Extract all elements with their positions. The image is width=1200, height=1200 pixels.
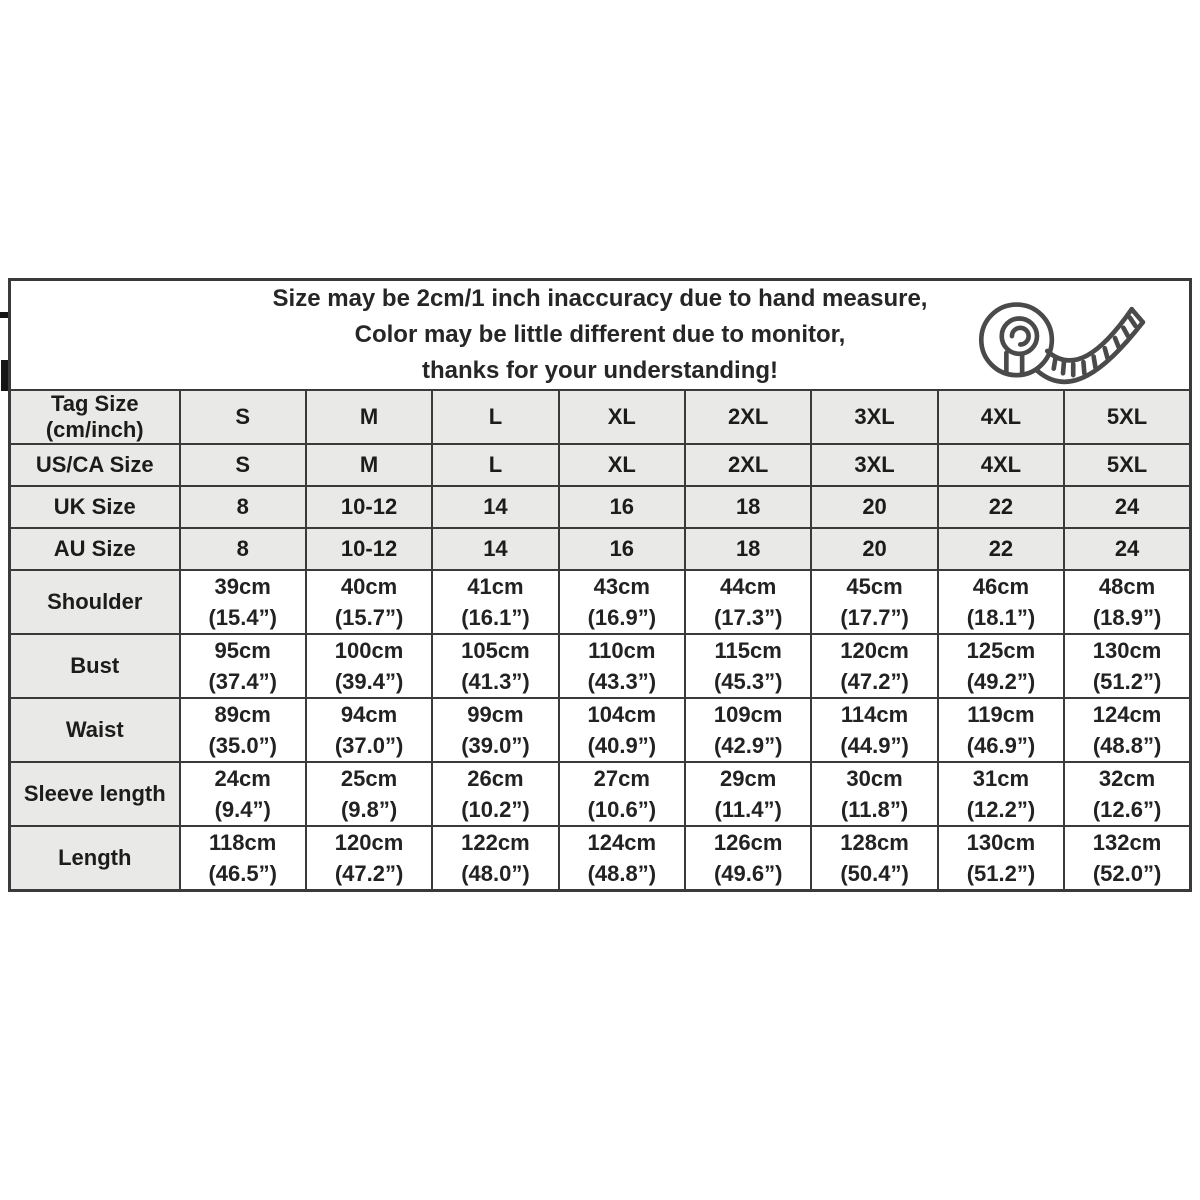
cell-value: 10-12 <box>340 536 398 561</box>
cell-value: 3XL <box>854 404 895 429</box>
cell-inch: (9.8”) <box>340 797 398 822</box>
cell-inch: (15.7”) <box>334 605 404 630</box>
cell-cm: 46cm <box>972 574 1030 599</box>
cell-cm: 120cm <box>334 830 404 855</box>
cell-inch: (49.2”) <box>966 669 1036 694</box>
cell-inch: (12.6”) <box>1092 797 1162 822</box>
cell-inch: (46.9”) <box>966 733 1036 758</box>
cell-cm: 124cm <box>587 830 657 855</box>
cell-cm: 26cm <box>467 766 524 791</box>
cell-value: 4XL <box>980 404 1022 429</box>
cell-cm: 125cm <box>966 638 1036 663</box>
cell-cm: 39cm <box>214 574 271 599</box>
cell-inch: (45.3”) <box>713 669 783 694</box>
cell-cm: 44cm <box>720 574 777 599</box>
cell-value: 4XL <box>980 452 1022 477</box>
cell-inch: (42.9”) <box>713 733 783 758</box>
cell-cm: 128cm <box>840 830 909 855</box>
cell-inch: (48.8”) <box>1092 733 1162 758</box>
cell-inch: (48.0”) <box>461 861 530 886</box>
cell-cm: 122cm <box>461 830 530 855</box>
cell-value: XL <box>607 404 636 429</box>
cell-cm: 118cm <box>209 830 277 855</box>
cell-value: 8 <box>236 536 249 561</box>
cell-cm: 105cm <box>461 638 530 663</box>
cell-cm: 31cm <box>972 766 1030 791</box>
cell-value: S <box>235 452 251 477</box>
cell-inch: (37.4”) <box>208 669 277 694</box>
cell-cm: 89cm <box>214 702 271 727</box>
cell-cm: 130cm <box>966 830 1036 855</box>
cell-inch: (10.6”) <box>587 797 657 822</box>
table-row-uk-size <box>10 486 1191 528</box>
cell-value: 22 <box>988 494 1014 519</box>
notice-line-3: thanks for your understanding! <box>421 357 778 384</box>
notice-banner <box>10 280 1191 391</box>
cell-value: 24 <box>1114 536 1140 561</box>
cell-cm: 48cm <box>1098 574 1156 599</box>
cell-value: 16 <box>609 536 635 561</box>
cell-value: M <box>359 452 379 477</box>
cell-cm: 120cm <box>840 638 909 663</box>
table-row-sleeve-length <box>10 762 1191 826</box>
cell-value: S <box>235 404 251 429</box>
cell-cm: 119cm <box>967 702 1035 727</box>
cell-cm: 115cm <box>714 638 782 663</box>
cell-inch: (16.9”) <box>587 605 657 630</box>
cell-cm: 40cm <box>340 574 398 599</box>
table-row-length <box>10 826 1191 891</box>
cell-cm: 110cm <box>588 638 656 663</box>
cell-cm: 95cm <box>214 638 271 663</box>
cell-cm: 27cm <box>593 766 650 791</box>
notice-line-2: Color may be little different due to monitor, <box>354 321 846 348</box>
cell-cm: 104cm <box>587 702 657 727</box>
cell-cm: 32cm <box>1098 766 1156 791</box>
row-label-text: Tag Size <box>50 391 139 416</box>
cell-inch: (49.6”) <box>713 861 783 886</box>
cell-inch: (51.2”) <box>1092 669 1162 694</box>
row-label-sleeve-length: Sleeve length <box>10 762 180 826</box>
row-label-uk-size: UK Size <box>10 486 180 528</box>
cell-value: 18 <box>735 494 761 519</box>
cell-value: 10-12 <box>340 494 398 519</box>
cell-cm: 132cm <box>1092 830 1162 855</box>
cell-inch: (44.9”) <box>840 733 909 758</box>
cell-cm: 99cm <box>467 702 524 727</box>
table-row-usca-size <box>10 444 1191 486</box>
cell-cm: 126cm <box>713 830 783 855</box>
cell-inch: (50.4”) <box>840 861 909 886</box>
cell-inch: (41.3”) <box>461 669 530 694</box>
cell-cm: 43cm <box>593 574 650 599</box>
cell-value: 20 <box>862 494 887 519</box>
cell-cm: 45cm <box>846 574 903 599</box>
table-row-waist <box>10 698 1191 762</box>
cell-cm: 109cm <box>713 702 783 727</box>
cell-inch: (18.9”) <box>1092 605 1162 630</box>
row-label-usca-size: US/CA Size <box>10 444 180 486</box>
cell-inch: (39.4”) <box>334 669 404 694</box>
row-label-bust: Bust <box>10 634 180 698</box>
cell-inch: (11.4”) <box>714 797 782 822</box>
cell-value: 5XL <box>1106 404 1148 429</box>
cell-cm: 41cm <box>467 574 524 599</box>
cell-inch: (17.7”) <box>840 605 909 630</box>
cell-value: 16 <box>609 494 635 519</box>
cell-inch: (16.1”) <box>461 605 530 630</box>
edge-artifact <box>0 312 8 318</box>
cell-value: 18 <box>735 536 761 561</box>
cell-cm: 25cm <box>340 766 398 791</box>
cell-inch: (15.4”) <box>208 605 277 630</box>
cell-inch: (40.9”) <box>587 733 657 758</box>
cell-cm: 94cm <box>340 702 398 727</box>
cell-inch: (17.3”) <box>713 605 783 630</box>
cell-cm: 124cm <box>1092 702 1162 727</box>
cell-inch: (51.2”) <box>966 861 1036 886</box>
cell-cm: 24cm <box>214 766 271 791</box>
table-row-au-size <box>10 528 1191 570</box>
cell-inch: (39.0”) <box>461 733 530 758</box>
cell-value: 20 <box>862 536 887 561</box>
cell-cm: 30cm <box>846 766 903 791</box>
cell-value: 2XL <box>728 452 769 477</box>
cell-cm: 100cm <box>334 638 404 663</box>
cell-value: L <box>488 452 503 477</box>
cell-value: 24 <box>1114 494 1140 519</box>
cell-inch: (47.2”) <box>334 861 404 886</box>
notice-line-1: Size may be 2cm/1 inch inaccuracy due to hand measure, <box>272 285 928 312</box>
cell-inch: (18.1”) <box>966 605 1036 630</box>
row-label-au-size: AU Size <box>10 528 180 570</box>
cell-inch: (11.8”) <box>840 797 909 822</box>
table-row-tag-size <box>10 390 1191 444</box>
cell-value: 22 <box>988 536 1014 561</box>
cell-inch: (48.8”) <box>587 861 657 886</box>
cell-value: 3XL <box>854 452 895 477</box>
cell-value: XL <box>607 452 636 477</box>
cell-value: 5XL <box>1106 452 1148 477</box>
cell-value: 2XL <box>728 404 769 429</box>
notice-row <box>10 280 1191 391</box>
table-row-bust <box>10 634 1191 698</box>
cell-value: 8 <box>236 494 249 519</box>
cell-value: 14 <box>483 536 508 561</box>
cell-value: M <box>359 404 379 429</box>
row-label-length: Length <box>10 826 180 891</box>
cell-inch: (47.2”) <box>840 669 909 694</box>
table-row-shoulder <box>10 570 1191 634</box>
cell-inch: (43.3”) <box>587 669 657 694</box>
cell-inch: (9.4”) <box>214 797 271 822</box>
cell-cm: 114cm <box>840 702 909 727</box>
row-label-subtext: (cm/inch) <box>45 417 144 442</box>
cell-inch: (12.2”) <box>966 797 1036 822</box>
cell-inch: (52.0”) <box>1092 861 1162 886</box>
cell-inch: (35.0”) <box>208 733 277 758</box>
cell-inch: (10.2”) <box>461 797 530 822</box>
cell-cm: 130cm <box>1092 638 1162 663</box>
row-label-shoulder: Shoulder <box>10 570 180 634</box>
cell-cm: 29cm <box>720 766 777 791</box>
cell-value: 14 <box>483 494 508 519</box>
row-label-waist: Waist <box>10 698 180 762</box>
cell-inch: (46.5”) <box>208 861 277 886</box>
cell-value: L <box>488 404 503 429</box>
cell-inch: (37.0”) <box>334 733 404 758</box>
row-label-tag-size <box>10 390 180 444</box>
measuring-tape-icon <box>963 286 1163 390</box>
size-chart-table <box>8 278 1192 892</box>
